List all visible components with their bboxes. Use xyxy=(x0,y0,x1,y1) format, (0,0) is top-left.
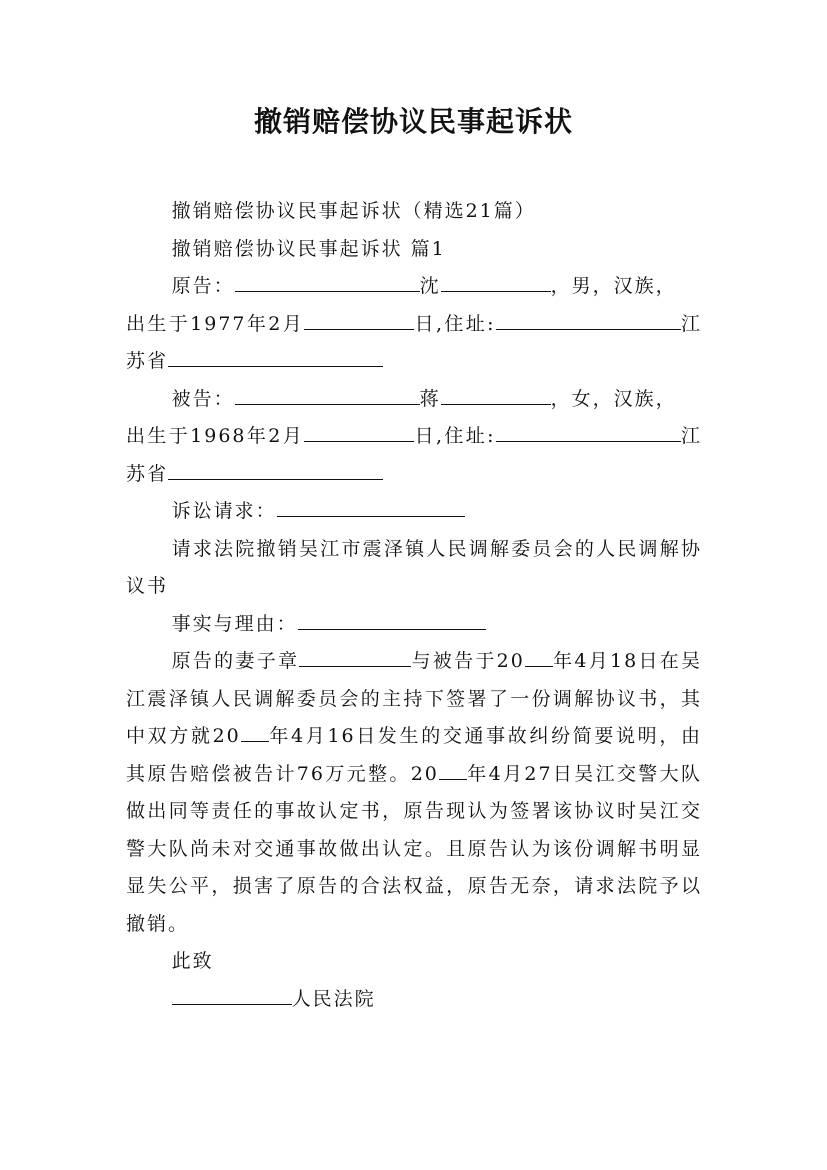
subtitle-text: 撤销赔偿协议民事起诉状（精选21篇） xyxy=(171,200,536,222)
plaintiff-label: 原告： xyxy=(171,275,235,297)
defendant-paragraph xyxy=(126,381,702,419)
plaintiff-surname: 沈 xyxy=(419,275,441,297)
plaintiff-birth-paragraph xyxy=(126,306,702,381)
plaintiff-name-blank xyxy=(235,272,420,292)
claims-blank xyxy=(277,497,465,517)
defendant-name-blank xyxy=(235,385,420,405)
facts-label-line xyxy=(126,606,702,644)
document-title: 撤销赔偿协议民事起诉状 xyxy=(253,105,573,138)
court-name-blank xyxy=(172,985,292,1005)
year-blank-3 xyxy=(439,760,467,780)
closing-line xyxy=(126,943,702,981)
subtitle-line xyxy=(126,193,702,231)
plaintiff-address-label: 日,住址: xyxy=(414,312,496,335)
year-blank-2 xyxy=(241,722,269,742)
defendant-province: 江苏省 xyxy=(126,425,702,485)
plaintiff-province-blank xyxy=(168,347,383,367)
section-text: 撤销赔偿协议民事起诉状 篇1 xyxy=(171,237,446,260)
plaintiff-address-blank xyxy=(496,310,681,330)
document-body xyxy=(126,193,702,1018)
claims-paragraph xyxy=(126,531,702,606)
facts-text-c: 年4月18日在吴江震泽镇人民调解委员会的主持下签署了一份调解协议书，其中双方就20 xyxy=(126,650,702,747)
defendant-address-blank xyxy=(496,422,681,442)
plaintiff-given-name-blank xyxy=(441,272,551,292)
closing-text: 此致 xyxy=(171,950,214,972)
section-line xyxy=(126,231,702,269)
defendant-surname: 蒋 xyxy=(419,387,441,410)
court-text: 人民法院 xyxy=(291,987,376,1010)
facts-text-a: 原告的妻子章 xyxy=(171,650,300,672)
facts-label: 事实与理由： xyxy=(171,612,298,635)
defendant-birth-day-blank xyxy=(304,422,414,442)
defendant-given-name-blank xyxy=(441,385,551,405)
facts-text-d: 年4月16日发生的交通事故纠纷简要说明，由其原告赔偿被告计76万元整。20 xyxy=(126,725,702,785)
defendant-province-blank xyxy=(168,460,383,480)
defendant-address-label: 日,住址: xyxy=(414,425,496,447)
year-blank-1 xyxy=(525,647,553,667)
plaintiff-birth: 出生于1977年2月 xyxy=(126,312,305,335)
plaintiff-birth-day-blank xyxy=(304,310,414,330)
wife-name-blank xyxy=(299,647,411,667)
claims-text: 请求法院撤销吴江市震泽镇人民调解委员会的人民调解协议书 xyxy=(126,537,702,597)
court-line xyxy=(126,981,702,1019)
defendant-label: 被告： xyxy=(171,387,235,410)
plaintiff-info: ，男，汉族， xyxy=(550,275,677,297)
claims-label: 诉讼请求： xyxy=(171,500,277,522)
facts-blank xyxy=(298,610,486,630)
facts-text-e: 年4月27日吴江交警大队做出同等责任的事故认定书，原告现认为签署该协议时吴江交警大队尚未对交通事故做出认定。且原告认为该份调解书明显显失公平，损害了原告的合法权益，原告无奈，请求法院予以撤销。 xyxy=(126,762,702,935)
defendant-birth: 出生于1968年2月 xyxy=(126,425,305,447)
facts-paragraph xyxy=(126,643,702,943)
claims-label-line xyxy=(126,493,702,531)
defendant-birth-paragraph xyxy=(126,418,702,493)
defendant-info: ，女，汉族， xyxy=(550,387,677,410)
plaintiff-province: 江苏省 xyxy=(126,312,702,372)
plaintiff-paragraph xyxy=(126,268,702,306)
facts-text-b: 与被告于20 xyxy=(411,650,525,672)
